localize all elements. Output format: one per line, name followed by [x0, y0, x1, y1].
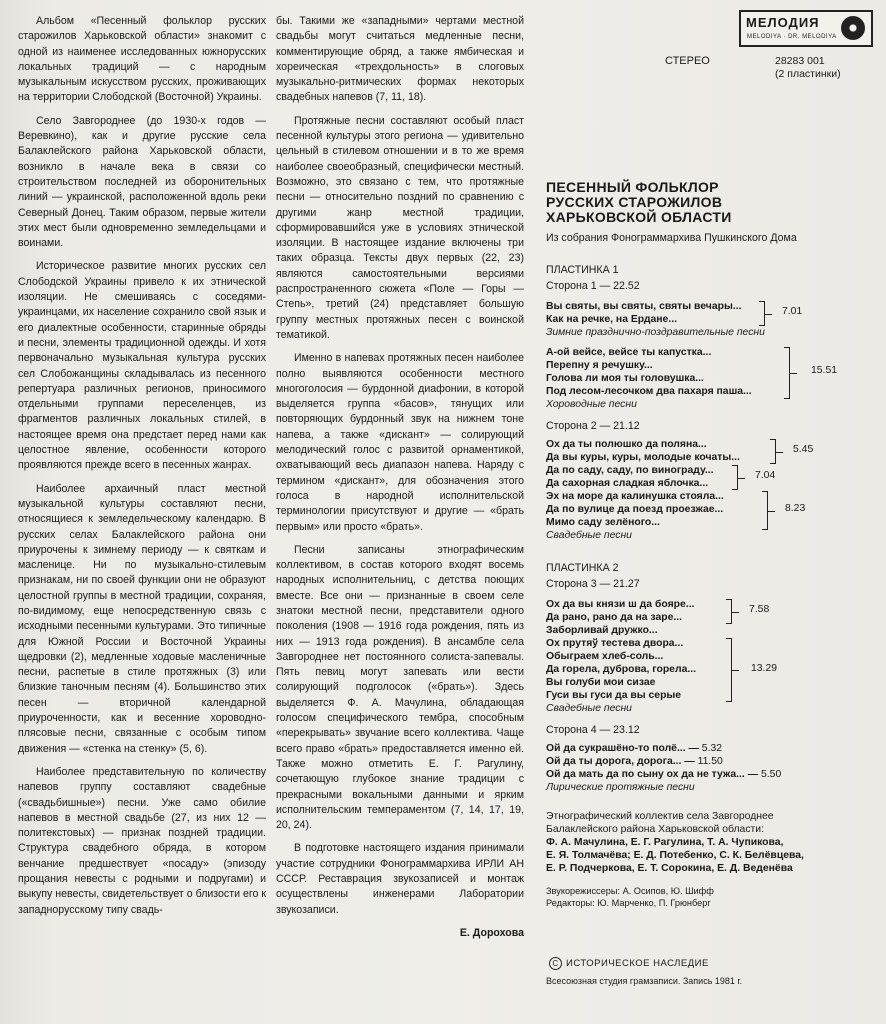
record-2-tracklist	[546, 562, 876, 793]
song-group	[546, 300, 876, 326]
bracket	[762, 491, 768, 530]
sound-engineers: Звукорежиссеры: А. Осипов, Ю. Шифф	[546, 886, 714, 896]
ensemble-names: Е. Р. Подчеркова, Е. Т. Сорокина, Е. Д. Веденёва	[546, 863, 793, 874]
song-title: Эх на море да калинушка стояла...	[546, 491, 724, 502]
song-title: Как на речке, на Ердане...	[546, 314, 677, 325]
essay-paragraph: Протяжные песни составляют особый пласт песенной культуры этого региона — удивительно цельный в стилевом отношении и в то же время наиболее своеобразный, специфически местный. Возможно, это связано с тем, что протяжные песни — относительно поздний по сравнению с другими жанр местной традиции, сформировавшийся уже в условиях этнической изоляции. В настоящее издание включены три таких образца. Тексты двух первых (22, 23) являются самостоятельными версиями распространенного сюжета «Поле — Горы — Степь», третий (24) представляет большую группу местных протяжных песен с воинской тематикой.	[276, 114, 524, 341]
song-title: Да рано, рано да на заре...	[546, 612, 683, 623]
melodiya-logo	[739, 10, 873, 47]
genre-label: Свадебные песни	[546, 703, 632, 714]
ensemble-names: Е. Я. Толмачёва; Е. Д. Потебенко, С. К. Белёвцева,	[546, 850, 804, 861]
song-title: Да по вулице да поезд проезжае...	[546, 504, 724, 515]
group-duration: 7.58	[749, 604, 770, 615]
essay-paragraph: Наиболее архаичный пласт местной музыкальной культуры составляют песни, относящиеся к земледельческому календарю. В русских селах Балаклейского района они приурочены к зимнему периоду — к святкам и масленице. Ни по музыкально-стилевым признакам, ни по своей функции они не образуют целостной группы в местной традиции, сохраняя, по-видимому, еще непосредственную связь с исходными песенными культурами. Это типичные для Южной России и Восточной Украины щедровки (2), медленные ходовые масленичные песни, распетые в стиле протяжных (3) или близкие таночным песням (4). Большинство этих песен — вторичной календарной приуроченности, как и весенние хороводно-плясовые песни, связанные с особым типом движения — «стенка на стенку» (5, 6).	[18, 482, 266, 755]
bracket	[726, 638, 732, 702]
studio-info: Всесоюзная студия грамзаписи. Запись 1981 г.	[546, 976, 743, 986]
album-title-line: ПЕСЕННЫЙ ФОЛЬКЛОР	[546, 179, 719, 195]
song-row: Ой да ты дорога, дорога... — 11.50	[546, 756, 723, 767]
song-title: Ой да мать да по сыну ох да не тужа...	[546, 769, 745, 780]
song-title: Да сахорная сладкая яблочка...	[546, 478, 709, 489]
bracket	[770, 439, 776, 464]
genre-label: Лирические протяжные песни	[546, 782, 695, 793]
song-title: Вы голуби мои сизае	[546, 677, 656, 688]
song-group	[546, 464, 876, 490]
group-duration: 7.01	[782, 306, 803, 317]
essay-paragraph: Песни записаны этнографическим коллективом, в состав которого входят восемь народных исполнительниц, с детства поющих вместе. Все они — признанные в своем селе знатоки местной песни, представители одного поколения (1908 — 1916 года рождения, пять из них — 1913 года рождения). В ансамбле села Завгороднее нет постоянного солиста-запевалы. Пять певиц могут запевать или вести солирующий подголосок («брать»). Здесь выделяется Ф. А. Мачулина, обладающая голосом специфического тембра, способным «перекрывать» звучание всего коллектива. Чаще всего право «брать» предоставляется именно ей. Также можно отметить Е. Г. Рагулину, сочетающую глубокое знание традиции с прекрасными вокальными данными и ярким исполнительским темпераментом (7, 14, 17, 19, 20, 24).	[276, 543, 524, 832]
song-group	[546, 742, 876, 781]
genre-label: Свадебные песни	[546, 530, 632, 541]
song-duration: 5.50	[761, 769, 782, 780]
production-credits	[546, 885, 714, 909]
essay-paragraph: Именно в напевах протяжных песен наиболее полно выявляются особенности местного многоголосия — бурдонной диафонии, в которой выделяется группа «басов», тянущих или повторяющих бурдонный звук на нижнем тоне напева, а также «дискант» — солирующий мелодический голос с развитой орнаментикой, охватывающий весь диапазон напева. Наряду с термином «дискант», для обозначения этого голоса в народной исполнительской терминологии присутствуют и другие — «брать первым» или просто «брать».	[276, 352, 524, 533]
author-signature: Е. Дорохова	[459, 926, 524, 939]
disc-count: (2 пластинки)	[775, 68, 841, 80]
bracket	[732, 465, 738, 490]
stereo-label: СТЕРЕО	[665, 55, 710, 67]
song-row: Ой да сукрашёно-то полё... — 5.32	[546, 743, 723, 754]
essay-paragraph: Историческое развитие многих русских сел Слободской Украины привело к их этнической изоляции. Не смешиваясь с соседями-украинцами, их население сохранило свой язык и его диалектные особенности, старинные обряды и песни, элементы традиционной одежды. И хотя первоначально музыкальная культура русских сел Слобожанщины складывалась из песенного репертуара различных регионов, приносимого отдельными группами переселенцев, из фрагментов различных локальных стилей, в настоящее время она предстает перед нами как целостное явление, особенности которого проявляются прежде всего в песенных жанрах.	[18, 260, 266, 472]
group-duration: 8.23	[785, 503, 806, 514]
song-title: Ох да вы князи ш да бояре...	[546, 599, 695, 610]
song-title: Да горела, дуброва, горела...	[546, 664, 697, 675]
genre-label: Зимние празднично-поздравительные песни	[546, 327, 765, 338]
side-label: Сторона 3 — 21.27	[546, 578, 640, 590]
essay-paragraph: Альбом «Песенный фольклор русских старожилов Харьковской области» знакомит с одной из наименее исследованных южнорусских локальных традиций — с народным музыкальным искусством русских, проживающих на территории Слободской (Восточной) Украины.	[18, 15, 266, 104]
copyright-icon: C	[549, 957, 562, 970]
ensemble-names: Ф. А. Мачулина, Е. Г. Рагулина, Т. А. Чупикова,	[546, 837, 784, 848]
ensemble-info	[546, 810, 804, 875]
series-name	[549, 957, 709, 970]
essay-paragraph: Наиболее представительную по количеству напевов группу составляют свадебные («свадьбишные») песни. Уже само обилие напевов в местной свадьбе (27, из них 12 — политекстовых) — признак поздней традиции. Структура свадебного обряда, в котором венчание предшествует «посаду» (эпизоду прощания невесты с родными и подругами) и выкупу невесты, свидетельствует о близости его к западнорусскому типу свадь-	[18, 765, 266, 916]
album-title	[546, 180, 732, 225]
editors: Редакторы: Ю. Марченко, П. Грюнберг	[546, 898, 711, 908]
song-title: Обыграем хлеб-соль...	[546, 651, 664, 662]
song-title: Мимо саду зелёного...	[546, 517, 660, 528]
genre-label: Хороводные песни	[546, 399, 637, 410]
group-duration: 15.51	[811, 365, 838, 376]
song-title: Ой да ты дорога, дорога...	[546, 756, 682, 767]
group-duration: 13.29	[751, 663, 778, 674]
song-title: Перепну я речушку...	[546, 360, 653, 371]
song-title: Да по саду, саду, по винограду...	[546, 465, 714, 476]
group-duration: 5.45	[793, 444, 814, 455]
brand-name: МЕЛОДИЯ	[746, 15, 820, 30]
group-duration: 7.04	[755, 470, 776, 481]
song-title: Ох да ты полюшко да поляна...	[546, 439, 707, 450]
catalog-code: 28283 001	[775, 55, 825, 67]
essay-paragraph: В подготовке настоящего издания принимали участие сотрудники Фонограммархива ИРЛИ АН СССР. Реставрация звукозаписей и монтаж осуществлены инженерами Лаборатории звукозаписи.	[276, 842, 524, 916]
essay-paragraph: Село Завгороднее (до 1930-х годов — Веревкино), как и другие русские села Балаклейского района Харьковской области, возникло в начале века в связи со строительством последней из оборонительных линий — украинской, расположенной вдоль реки Северный Донец. Таким образом, первые жители этих мест были одновременно земледельцами и воинами.	[18, 114, 266, 250]
album-title-line: РУССКИХ СТАРОЖИЛОВ	[546, 194, 723, 210]
side-label: Сторона 1 — 22.52	[546, 280, 640, 292]
record-disc-icon	[841, 16, 865, 40]
song-title: Ох прутяў тестева двора...	[546, 638, 684, 649]
song-title: А-ой вейсе, вейсе ты капустка...	[546, 347, 712, 358]
collection-source: Из собрания Фонограммархива Пушкинского Дома	[546, 232, 797, 244]
song-group	[546, 490, 876, 529]
song-title: Голова ли моя ты головушка...	[546, 373, 704, 384]
song-group	[546, 346, 876, 398]
song-title: Гуси вы гуси да вы серые	[546, 690, 682, 701]
song-duration: 5.32	[701, 743, 723, 754]
bracket	[759, 301, 765, 326]
song-group	[546, 438, 876, 464]
song-duration: 11.50	[697, 756, 723, 767]
ensemble-intro: Балаклейского района Харьковской области:	[546, 824, 764, 835]
album-title-line: ХАРЬКОВСКОЙ ОБЛАСТИ	[546, 209, 732, 225]
record-1-tracklist	[546, 264, 876, 541]
song-title: Заборливай дружко...	[546, 625, 658, 636]
song-title: Под лесом-лесочком два пахаря паша...	[546, 386, 752, 397]
record-label: ПЛАСТИНКА 1	[546, 264, 619, 276]
bracket	[784, 347, 790, 399]
song-title: Да вы куры, куры, молодые кочаты...	[546, 452, 740, 463]
brand-subtitle: MELODIYA · DR. MELODIYA	[747, 34, 837, 40]
catalog-number	[775, 55, 841, 81]
series-title: ИСТОРИЧЕСКОЕ НАСЛЕДИЕ	[566, 958, 709, 969]
essay-paragraph: бы. Такими же «западными» чертами местной свадьбы могут считаться медленные песни, комментирующие обряд, а также ямбическая и хореическая «трехдольность» в слоговых музыкально-ритмических формах некоторых свадебных напевов (7, 11, 18).	[276, 15, 524, 104]
side-label: Сторона 2 — 21.12	[546, 420, 640, 432]
song-title: Ой да сукрашёно-то полё...	[546, 743, 686, 754]
essay-column-2	[276, 14, 524, 941]
song-group	[546, 624, 876, 702]
record-label: ПЛАСТИНКА 2	[546, 562, 619, 574]
song-group	[546, 598, 876, 624]
song-row: Ой да мать да по сыну ох да не тужа... — 5.50	[546, 769, 782, 780]
song-title: Вы святы, вы святы, святы вечары...	[546, 301, 742, 312]
ensemble-intro: Этнографический коллектив села Завгороднее	[546, 811, 774, 822]
essay-column-1	[18, 14, 266, 926]
bracket	[726, 599, 732, 624]
side-label: Сторона 4 — 23.12	[546, 724, 640, 736]
